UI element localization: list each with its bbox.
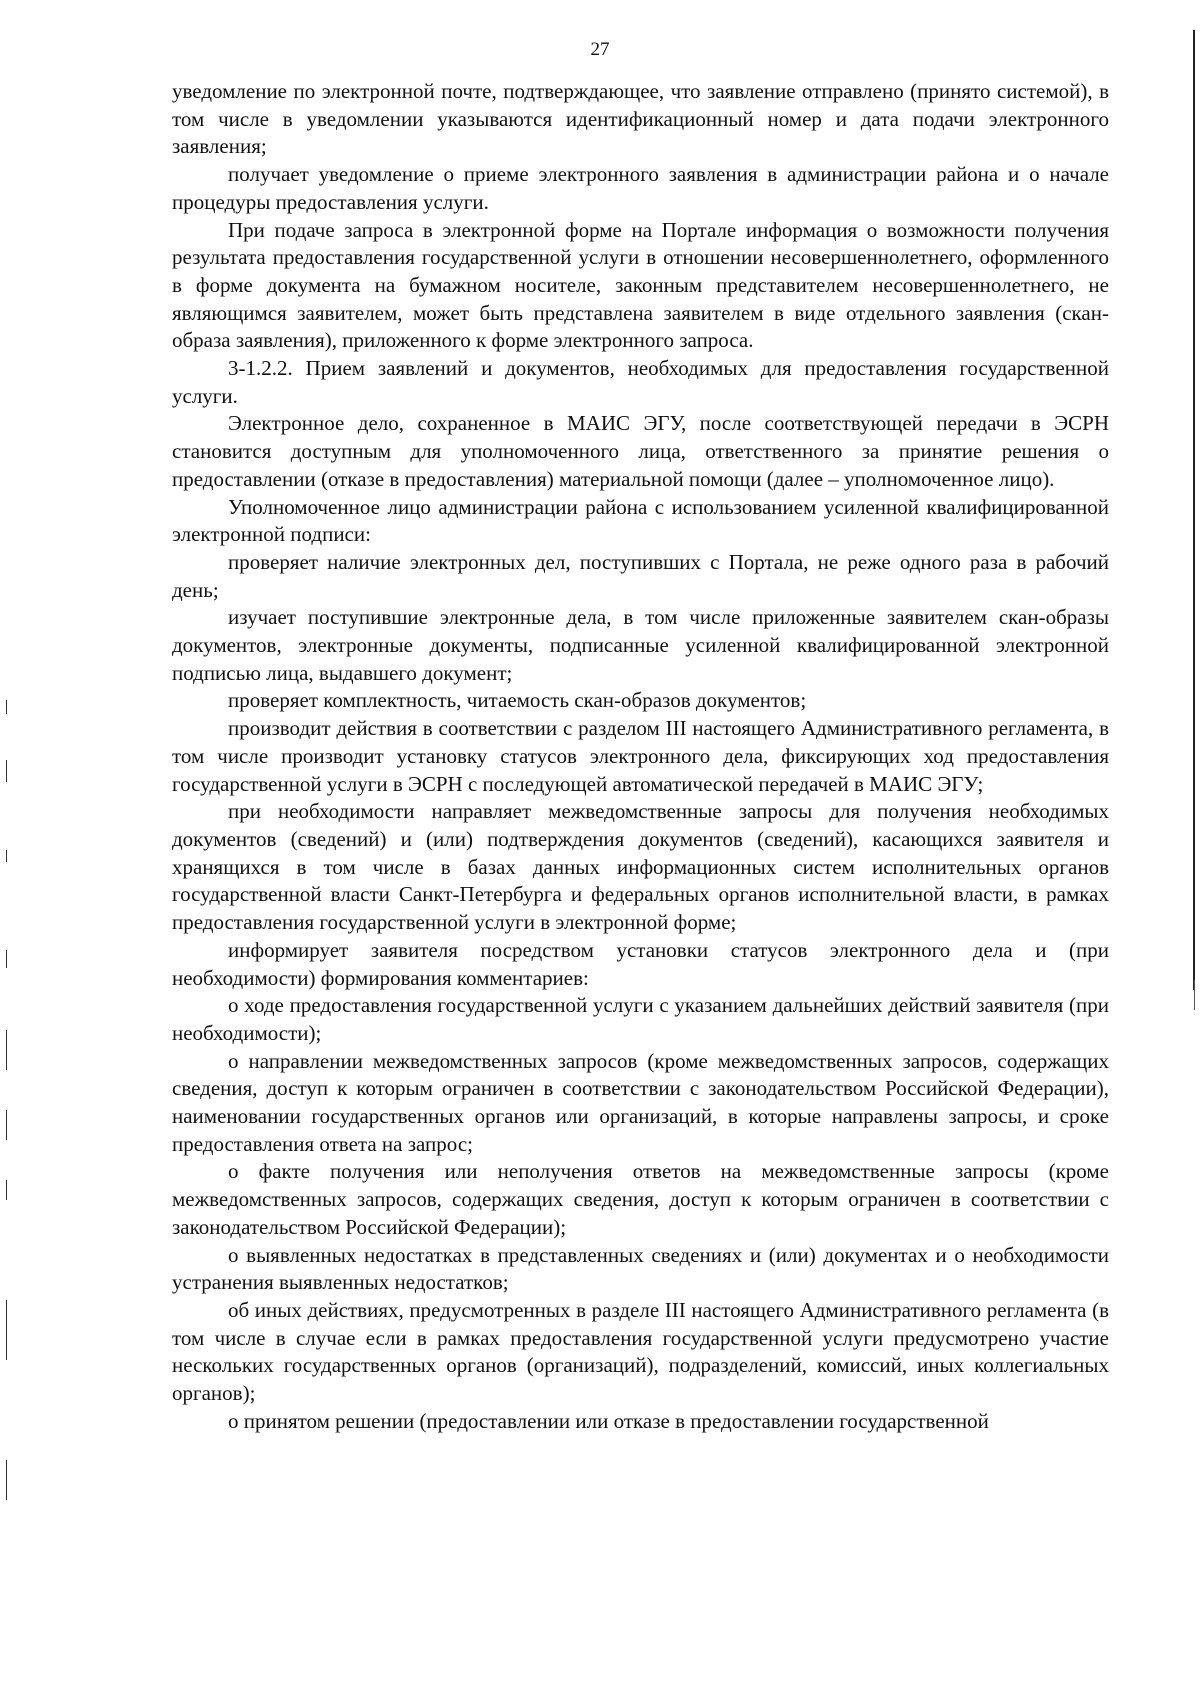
scan-mark [6,1180,7,1200]
paragraph: При подаче запроса в электронной форме на Портале информация о возможности получения результата предоставления государственной услуги в отношении несовершеннолетнего, оформленного в форме документа на бумажном носителе, законным представителем несовершеннолетнего, не являющимся заявителем, может быть представлена заявителем в виде отдельного заявления (скан-образа заявления), приложенного к форме электронного запроса. [172,217,1109,353]
scan-mark [6,1300,7,1360]
paragraph: при необходимости направляет межведомственные запросы для получения необходимых документов (сведений) и (или) подтверждения документов (сведений), касающихся заявителя и хранящихся в том числе в базах данных информационных систем исполнительных органов государственной власти Санкт-Петербурга и федеральных органов исполнительной власти, в рамках предоставления государственной услуги в электронной форме; [172,799,1109,935]
paragraph: об иных действиях, предусмотренных в разделе III настоящего Административного регламента (в том числе в случае если в рамках предоставления государственной услуги предусмотрено участие нескольких государственных органов (организаций), подразделений, комиссий, иных коллегиальных органов); [172,1297,1109,1406]
scan-mark [6,950,7,968]
paragraph: Электронное дело, сохраненное в МАИС ЭГУ, после соответствующей передачи в ЭСРН становится доступным для уполномоченного лица, ответственного за принятие решения о предоставлении (отказе в предоставления) материальной помощи (далее – уполномоченное лицо). [172,411,1109,491]
paragraph: 3-1.2.2. Прием заявлений и документов, необходимых для предоставления государственной услуги. [172,356,1109,408]
paragraph: о факте получения или неполучения ответов на межведомственные запросы (кроме межведомственных запросов, содержащих сведения, доступ к которым ограничен в соответствии с законодательством Российской Федерации); [172,1159,1109,1239]
scan-mark [6,1030,7,1070]
scan-edge-line [1194,980,1195,1010]
scan-mark [6,700,7,714]
paragraph: уведомление по электронной почте, подтверждающее, что заявление отправлено (принято системой), в том числе в уведомлении указываются идентификационный номер и дата подачи электронного заявления; [172,79,1109,159]
paragraph: о выявленных недостатках в представленных сведениях и (или) документах и о необходимости устранения выявленных недостатков; [172,1242,1109,1295]
scan-edge-marks [6,700,8,1600]
paragraph: производит действия в соответствии с разделом III настоящего Административного регламента, в том числе производит установку статусов электронного дела, фиксирующих ход предоставления государственной услуги в ЭСРН с последующей автоматической передачей в МАИС ЭГУ; [172,716,1109,796]
page-number: 27 [590,39,610,60]
scan-edge-line [1193,30,1195,990]
scan-mark [6,1460,7,1500]
paragraph: о принятом решении (предоставлении или отказе в предоставлении государственной [228,1408,989,1433]
paragraph: информирует заявителя посредством установки статусов электронного дела и (при необходимости) формирования комментариев: [172,937,1109,990]
paragraph: проверяет наличие электронных дел, поступивших с Портала, не реже одного раза в рабочий день; [172,549,1109,602]
paragraph: о направлении межведомственных запросов (кроме межведомственных запросов, содержащих сведения, доступ к которым ограничен в соответствии с законодательством Российской Федерации), наименовании государственных органов или организаций, в которые направлены запросы, и сроке предоставления ответа на запрос; [172,1048,1109,1156]
document-body [172,78,1109,1435]
scan-mark [6,760,7,782]
paragraph: о ходе предоставления государственной услуги с указанием дальнейших действий заявителя (при необходимости); [172,993,1109,1045]
paragraph: получает уведомление о приеме электронного заявления в администрации района и о начале процедуры предоставления услуги. [172,162,1109,214]
paragraph: Уполномоченное лицо администрации района с использованием усиленной квалифицированной электронной подписи: [172,494,1109,547]
paragraph: проверяет комплектность, читаемость скан-образов документов; [228,688,807,713]
paragraph: изучает поступившие электронные дела, в том числе приложенные заявителем скан-образы документов, электронные документы, подписанные усиленной квалифицированной электронной подписью лица, выдавшего документ; [172,605,1109,685]
scan-mark [6,1110,7,1140]
scan-mark [6,850,7,862]
